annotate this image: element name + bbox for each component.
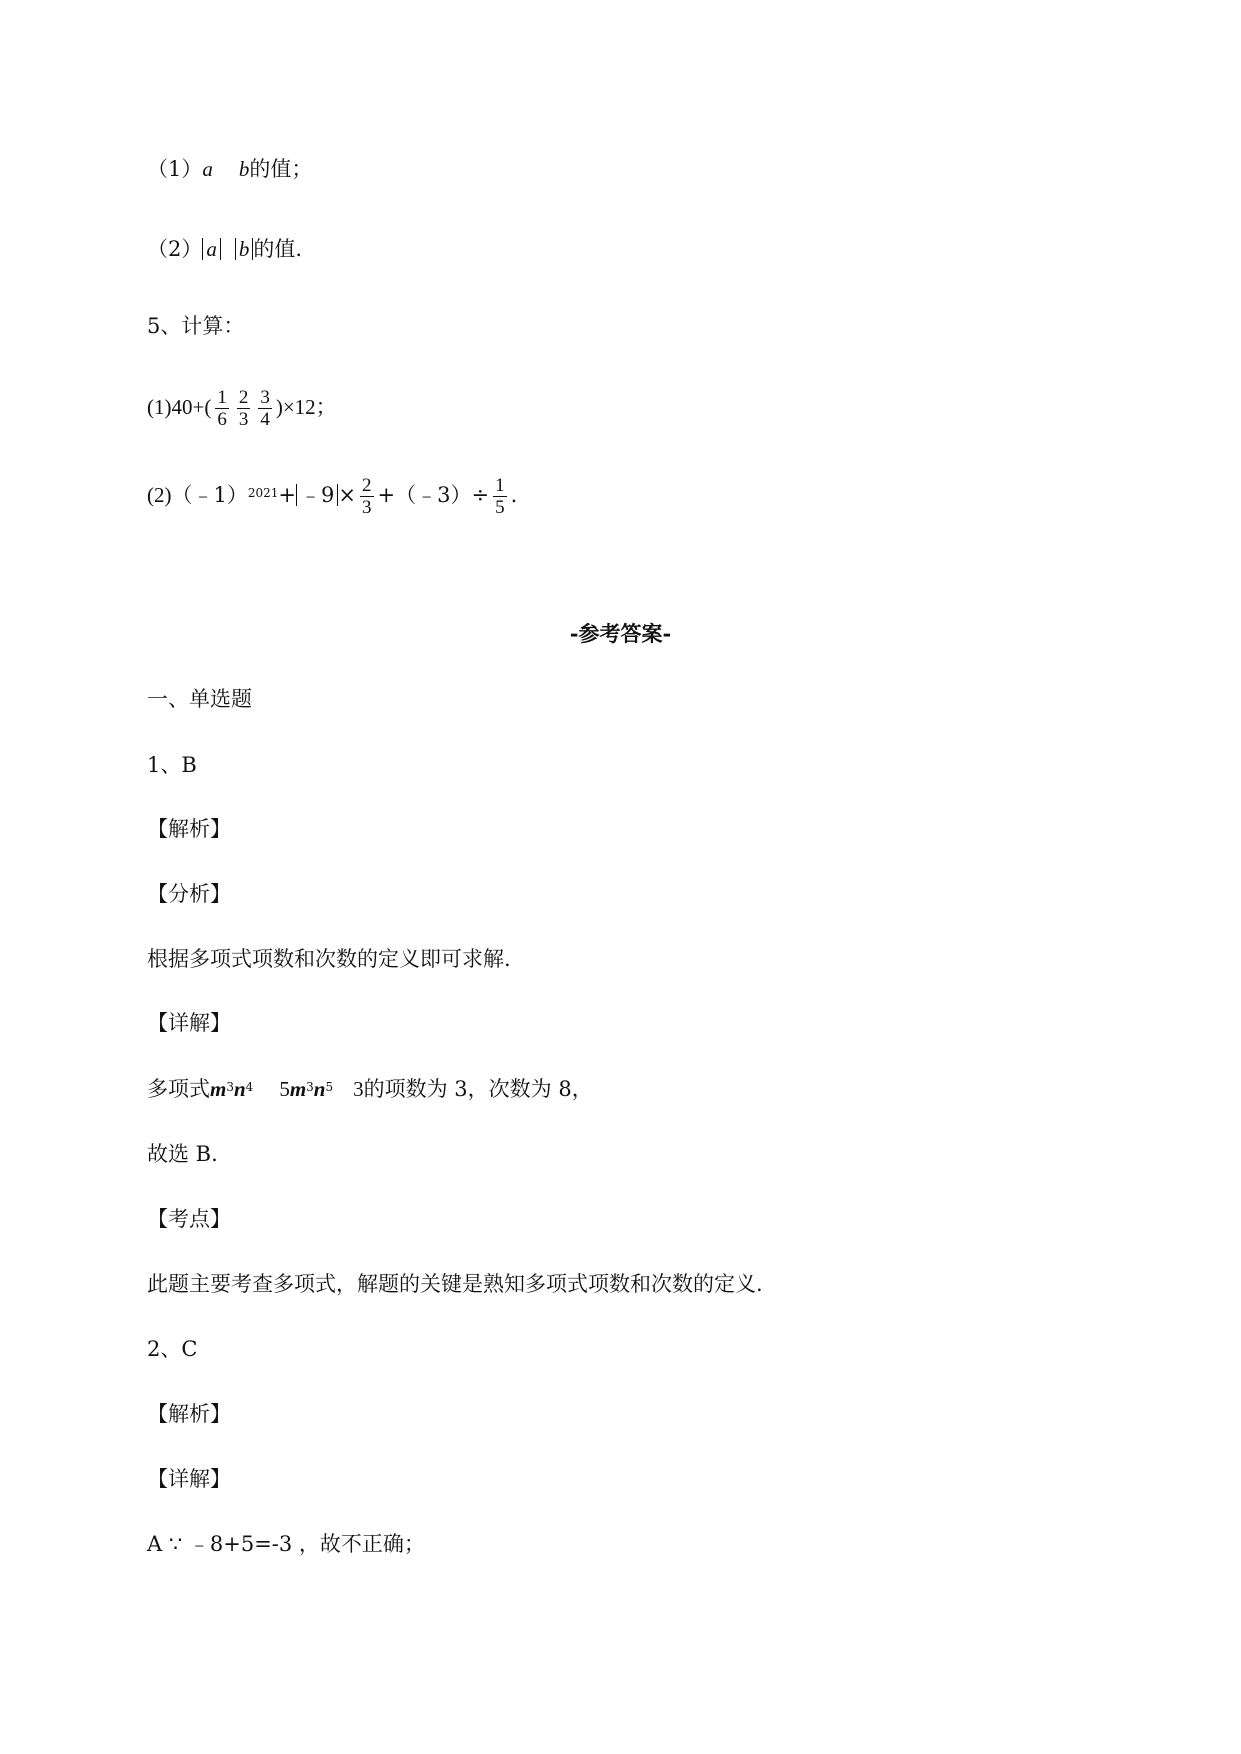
answer-2-xiangjie: 【详解】 [147,1467,231,1491]
q5-part2-exponent: 2021 [247,486,279,500]
q4-part2-suffix: 的值. [253,237,303,261]
q5-part1-lead: 40+( [171,395,212,419]
fraction-1-5: $\frac{1}{5}$ [495,475,505,518]
q5-part2-plus: + [278,483,297,507]
q4-part2-label: （2） [147,237,203,261]
const-3: 3 [353,1077,364,1101]
exp-3: 3 [306,1080,314,1094]
section-title: 一、单选题 [147,687,252,711]
answer-2-line-a: A ∵ ﹣8+5=-3 ，故不正确； [147,1532,425,1556]
var-m: m [289,1077,307,1101]
exp-5: 5 [325,1080,334,1094]
q4-part2 [147,234,302,264]
q5-part1 [147,382,337,432]
detail-suffix: 的项数为 3，次数为 8， [363,1077,593,1101]
q5-part1-tail: ) [275,395,283,419]
answer-1-kaodian: 【考点】 [147,1207,231,1231]
answer-1-xiangjie: 【详解】 [147,1011,231,1035]
var-a: a [202,157,213,181]
q4-part1 [147,154,312,184]
q5-part2-end: . [510,483,518,507]
q5-part2-mid: +（﹣3）÷ [377,483,490,507]
q5-part2-times: × [338,483,357,507]
q5-part2-label: (2) [147,483,172,507]
answer-1-title: 1、B [147,753,197,777]
q5-part2-base: （﹣1） [171,483,248,507]
answers-heading: -参考答案- [569,621,672,646]
q5-title: 5、计算： [147,314,245,338]
detail-prefix: 多项式 [147,1077,210,1101]
answer-1-kaodian-text: 此题主要考查多项式，解题的关键是熟知多项式项数和次数的定义. [147,1272,763,1296]
fraction-3-4: $\frac{3}{4}$ [260,387,270,430]
q5-part2 [147,470,517,520]
var-n: n [233,1077,246,1101]
var-b: b [238,157,250,181]
q4-part1-suffix: 的值； [249,157,313,181]
answer-1-fenxi: 【分析】 [147,882,231,906]
coef-5: 5 [279,1077,290,1101]
var-m: m [210,1077,227,1101]
answer-1-detail [147,1074,593,1104]
exp-3: 3 [226,1080,234,1094]
fraction-2-3: $\frac{2}{3}$ [238,387,249,430]
q4-part1-label: （1） [147,157,203,181]
answer-1-jiexi: 【解析】 [147,817,231,841]
abs-a: a [202,238,221,260]
fraction-2-3: $\frac{2}{3}$ [362,475,372,518]
abs-b: b [235,238,254,260]
answer-2-jiexi: 【解析】 [147,1402,231,1426]
q5-part1-label: (1) [147,395,172,419]
exp-4: 4 [245,1080,254,1094]
answer-2-title: 2、C [147,1337,198,1361]
q5-part1-times: ×12； [282,395,337,419]
answer-1-conclusion: 故选 B. [147,1142,218,1166]
fraction-1-6: $\frac{1}{6}$ [217,387,227,430]
answer-1-fenxi-text: 根据多项式项数和次数的定义即可求解. [147,947,511,971]
abs-minus-9: ﹣9 [296,484,338,506]
var-n: n [313,1077,326,1101]
